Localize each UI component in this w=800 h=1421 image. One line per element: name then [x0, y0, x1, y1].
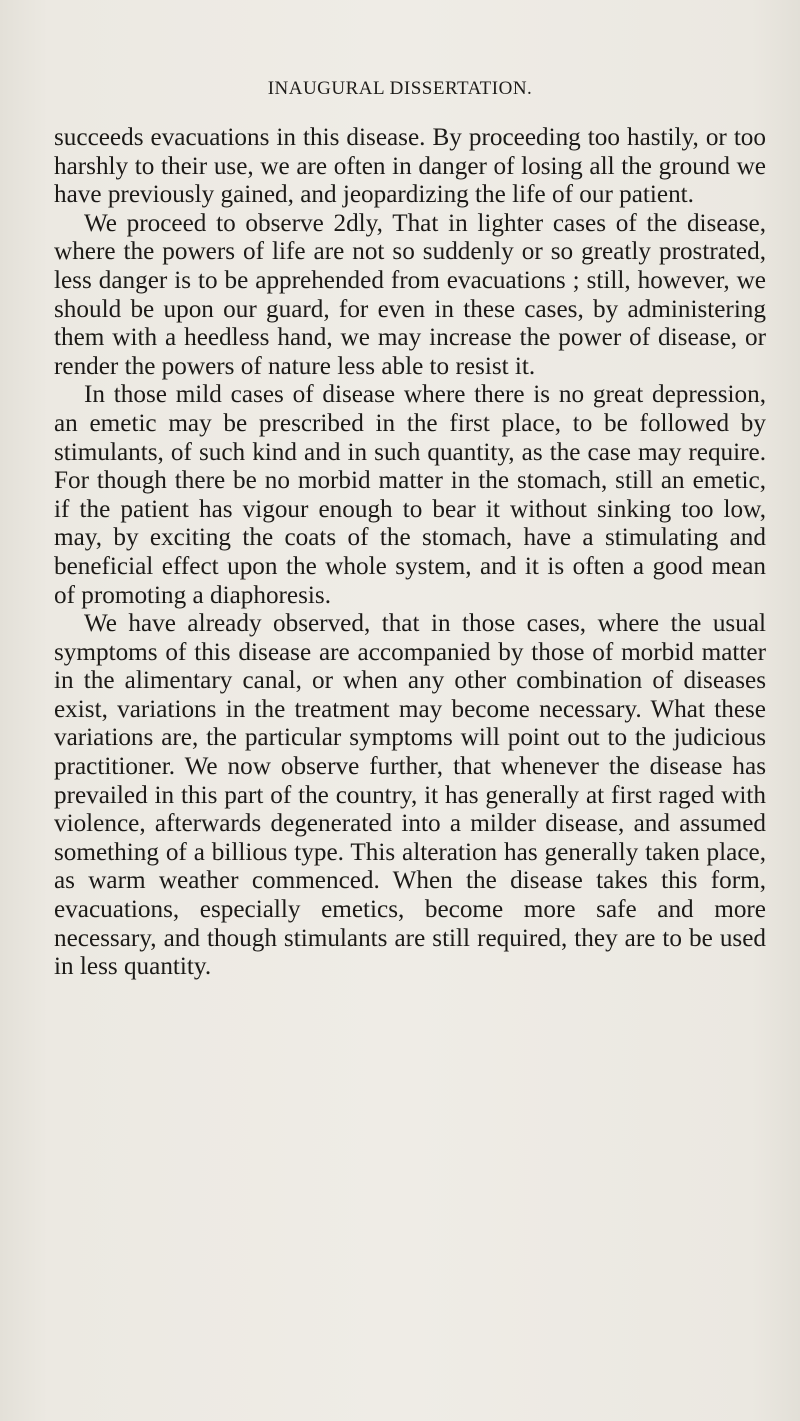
- paragraph-2: We proceed to observe 2dly, That in lighter cases of the disease, where the powers of life are not so suddenly or so greatly prostrated, less danger is to be apprehended from evacuations ; still, however, we should be upon our guard, for even in these cases, by administering them with a heedless hand, we may increase the power of disease, or render the powers of nature less able to resist it.: [54, 209, 766, 380]
- running-title: INAUGURAL DISSERTATION.: [267, 78, 533, 99]
- body-text: [54, 124, 766, 982]
- paragraph-1: succeeds evacuations in this disease. By proceeding too hastily, or too harshly to their use, we are often in danger of losing all the ground we have previously gained, and jeopardizing the life of our patient.: [54, 124, 766, 209]
- paragraph-3: In those mild cases of disease where there is no great depression, an emetic may be prescribed in the first place, to be followed by stimulants, of such kind and in such quantity, as the case may require. For though there be no morbid matter in the stomach, still an emetic, if the patient has vigour enough to bear it without sinking too low, may, by exciting the coats of the stomach, have a stimulating and beneficial effect upon the whole system, and it is often a good mean of promoting a diaphoresis.: [54, 381, 766, 609]
- paragraph-4: We have already observed, that in those cases, where the usual symptoms of this disease are accompanied by those of morbid matter in the alimentary canal, or when any other combination of diseases exist, variations in the treatment may become necessary. What these variations are, the particular symptoms will point out to the judicious practitioner. We now observe further, that whenever the disease has prevailed in this part of the country, it has generally at first raged with violence, afterwards degenerated into a milder disease, and assumed something of a billious type. This alteration has generally taken place, as warm weather commenced. When the disease takes this form, evacuations, especially emetics, become more safe and more necessary, and though stimulants are still required, they are to be used in less quantity.: [54, 610, 766, 981]
